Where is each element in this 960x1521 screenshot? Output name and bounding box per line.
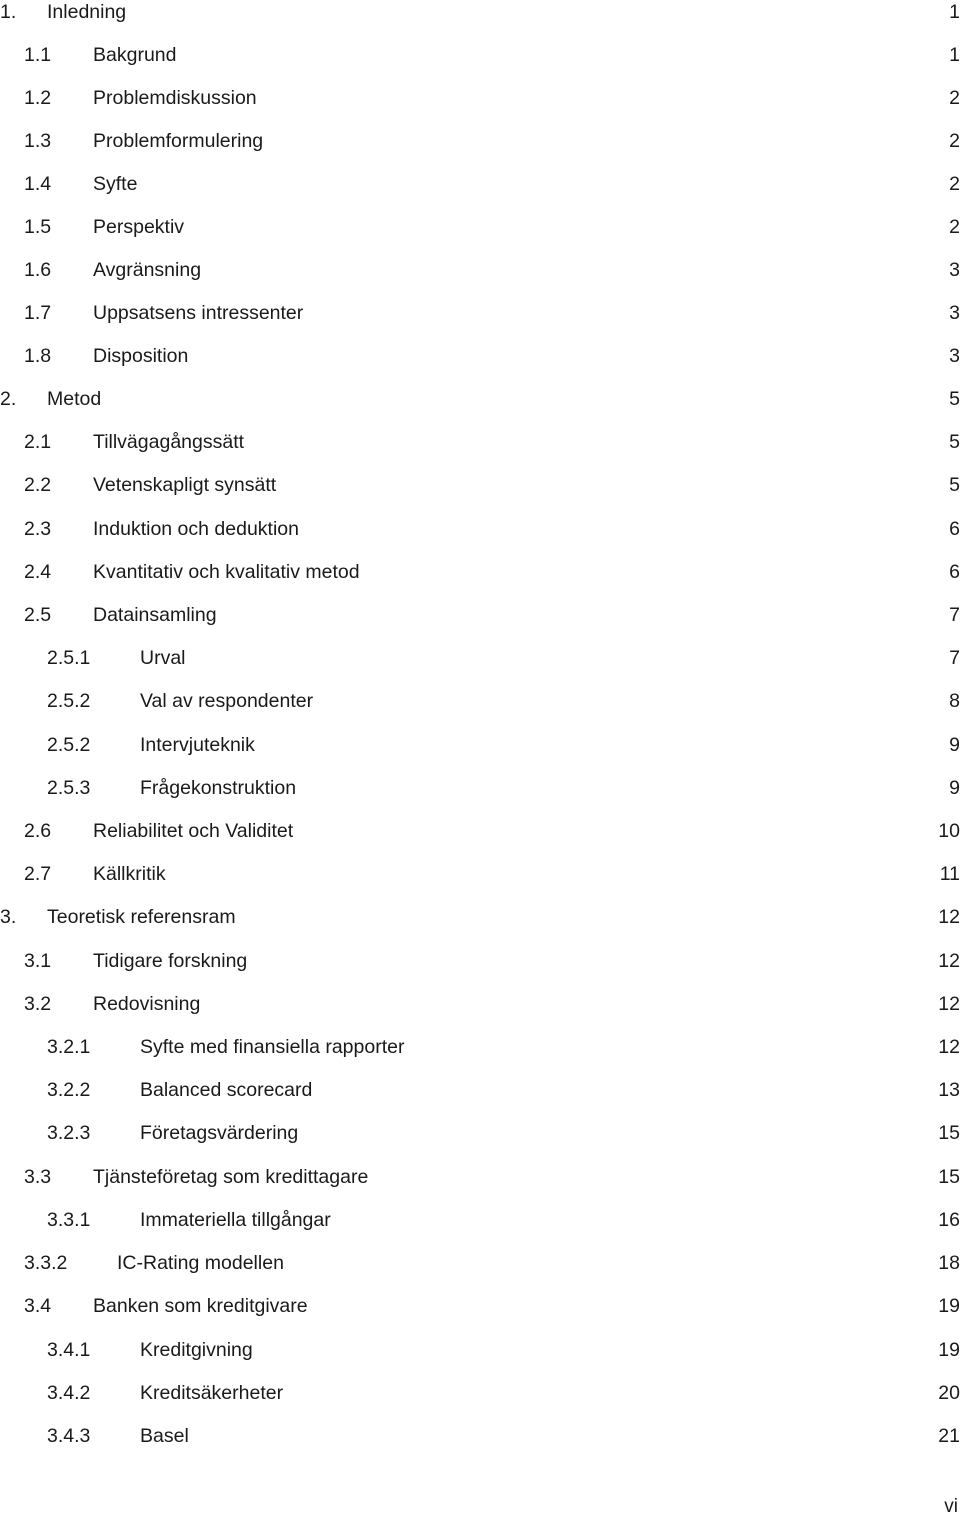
toc-entry-page: 6 bbox=[947, 514, 960, 544]
toc-entry-page: 9 bbox=[947, 773, 960, 803]
toc-entry-title: Urval bbox=[140, 643, 188, 673]
toc-entry-title: Kreditgivning bbox=[140, 1335, 255, 1365]
toc-entry-number: 3.3.2 bbox=[24, 1252, 68, 1274]
toc-entry-title: Problemformulering bbox=[93, 126, 265, 156]
toc-entry[interactable] bbox=[0, 816, 960, 846]
toc-entry[interactable] bbox=[0, 1335, 960, 1365]
toc-entry-number: 2. bbox=[0, 388, 17, 410]
toc-entry-page: 1 bbox=[947, 40, 960, 70]
toc-entry-title: Datainsamling bbox=[93, 600, 219, 630]
toc-entry[interactable] bbox=[0, 1032, 960, 1062]
toc-entry-page: 5 bbox=[947, 470, 960, 500]
toc-entry-page: 10 bbox=[936, 816, 960, 846]
toc-entry[interactable] bbox=[0, 1291, 960, 1321]
toc-entry-number: 2.5.2 bbox=[47, 690, 91, 712]
toc-entry[interactable] bbox=[0, 1421, 960, 1451]
toc-entry-page: 18 bbox=[936, 1248, 960, 1278]
toc-entry-title: Induktion och deduktion bbox=[93, 514, 301, 544]
toc-entry-title: Val av respondenter bbox=[140, 686, 315, 716]
toc-entry-number: 1. bbox=[0, 1, 17, 23]
toc-entry[interactable] bbox=[0, 126, 960, 156]
toc-entry-title: Banken som kreditgivare bbox=[93, 1291, 310, 1321]
toc-entry[interactable] bbox=[0, 212, 960, 242]
toc-entry-title: Intervjuteknik bbox=[140, 730, 257, 760]
toc-entry-page: 19 bbox=[936, 1335, 960, 1365]
toc-entry[interactable] bbox=[0, 946, 960, 976]
toc-entry-page: 3 bbox=[947, 341, 960, 371]
toc-entry[interactable] bbox=[0, 514, 960, 544]
toc-entry-page: 12 bbox=[936, 902, 960, 932]
toc-entry-number: 2.4 bbox=[24, 561, 52, 583]
toc-entry-number: 2.5.1 bbox=[47, 647, 91, 669]
toc-entry-number: 3.4.1 bbox=[47, 1339, 91, 1361]
toc-entry-page: 5 bbox=[947, 427, 960, 457]
toc-entry[interactable] bbox=[0, 773, 960, 803]
toc-entry[interactable] bbox=[0, 0, 960, 27]
toc-entry-page: 2 bbox=[947, 83, 960, 113]
toc-entry-title: Inledning bbox=[47, 0, 128, 27]
toc-entry[interactable] bbox=[0, 341, 960, 371]
toc-entry-number: 1.3 bbox=[24, 130, 52, 152]
toc-entry-page: 7 bbox=[947, 600, 960, 630]
toc-entry-title: Tjänsteföretag som kredittagare bbox=[93, 1162, 370, 1192]
toc-entry-page: 15 bbox=[936, 1162, 960, 1192]
toc-entry-page: 12 bbox=[936, 1032, 960, 1062]
toc-entry[interactable] bbox=[0, 643, 960, 673]
toc-entry-page: 3 bbox=[947, 255, 960, 285]
toc-entry-number: 1.1 bbox=[24, 44, 52, 66]
toc-entry-page: 9 bbox=[947, 730, 960, 760]
toc-entry-number: 2.2 bbox=[24, 474, 52, 496]
toc-entry-page: 20 bbox=[936, 1378, 960, 1408]
toc-entry-title: Syfte med finansiella rapporter bbox=[140, 1032, 406, 1062]
toc-entry-title: Vetenskapligt synsätt bbox=[93, 470, 278, 500]
toc-entry-number: 3.2 bbox=[24, 993, 52, 1015]
toc-entry-number: 3.4.2 bbox=[47, 1382, 91, 1404]
toc-entry[interactable] bbox=[0, 859, 960, 889]
toc-entry[interactable] bbox=[0, 1205, 960, 1235]
toc-entry-title: Företagsvärdering bbox=[140, 1118, 300, 1148]
toc-entry-title: Tillvägagångssätt bbox=[93, 427, 246, 457]
toc-entry[interactable] bbox=[0, 600, 960, 630]
toc-entry-number: 3.3.1 bbox=[47, 1209, 91, 1231]
toc-entry-number: 1.5 bbox=[24, 216, 52, 238]
toc-entry[interactable] bbox=[0, 255, 960, 285]
toc-entry-title: Immateriella tillgångar bbox=[140, 1205, 333, 1235]
toc-entry-page: 6 bbox=[947, 557, 960, 587]
toc-entry[interactable] bbox=[0, 686, 960, 716]
toc-entry-page: 2 bbox=[947, 212, 960, 242]
toc-entry[interactable] bbox=[0, 1378, 960, 1408]
toc-entry-title: Redovisning bbox=[93, 989, 202, 1019]
toc-entry-number: 2.5 bbox=[24, 604, 52, 626]
toc-entry-number: 2.6 bbox=[24, 820, 52, 842]
toc-entry[interactable] bbox=[0, 384, 960, 414]
toc-entry[interactable] bbox=[0, 902, 960, 932]
toc-entry-page: 12 bbox=[936, 989, 960, 1019]
toc-entry-page: 21 bbox=[936, 1421, 960, 1451]
toc-entry[interactable] bbox=[0, 989, 960, 1019]
toc-entry-page: 12 bbox=[936, 946, 960, 976]
toc-entry[interactable] bbox=[0, 169, 960, 199]
toc-entry-number: 2.5.3 bbox=[47, 777, 91, 799]
toc-entry-number: 3.2.3 bbox=[47, 1122, 91, 1144]
toc-entry-title: Frågekonstruktion bbox=[140, 773, 298, 803]
toc-entry-title: Basel bbox=[140, 1421, 191, 1451]
toc-entry-number: 3.4 bbox=[24, 1295, 52, 1317]
toc-entry-title: Perspektiv bbox=[93, 212, 186, 242]
toc-entry[interactable] bbox=[0, 1162, 960, 1192]
toc-entry-number: 3.2.2 bbox=[47, 1079, 91, 1101]
toc-entry-number: 1.7 bbox=[24, 302, 52, 324]
toc-entry-page: 2 bbox=[947, 126, 960, 156]
toc-entry-title: Balanced scorecard bbox=[140, 1075, 314, 1105]
toc-entry-title: Bakgrund bbox=[93, 40, 178, 70]
toc-entry-title: Tidigare forskning bbox=[93, 946, 249, 976]
toc-entry-title: Teoretisk referensram bbox=[47, 902, 238, 932]
toc-entry-title: Disposition bbox=[93, 341, 190, 371]
toc-entry-title: IC-Rating modellen bbox=[117, 1248, 286, 1278]
toc-entry-number: 3.2.1 bbox=[47, 1036, 91, 1058]
toc-entry-title: Kvantitativ och kvalitativ metod bbox=[93, 557, 362, 587]
toc-entry-number: 3.1 bbox=[24, 950, 52, 972]
toc-entry-page: 7 bbox=[947, 643, 960, 673]
toc-entry-page: 8 bbox=[947, 686, 960, 716]
toc-entry-title: Problemdiskussion bbox=[93, 83, 259, 113]
toc-entry-page: 1 bbox=[947, 0, 960, 27]
toc-entry[interactable] bbox=[0, 427, 960, 457]
toc-entry-title: Syfte bbox=[93, 169, 139, 199]
toc-entry-title: Kreditsäkerheter bbox=[140, 1378, 285, 1408]
toc-entry-title: Metod bbox=[47, 384, 103, 414]
toc-entry-title: Uppsatsens intressenter bbox=[93, 298, 305, 328]
toc-entry-page: 5 bbox=[947, 384, 960, 414]
toc-entry-number: 3.3 bbox=[24, 1166, 52, 1188]
toc-entry[interactable] bbox=[0, 1248, 960, 1278]
toc-entry-page: 11 bbox=[938, 859, 960, 889]
toc-entry[interactable] bbox=[0, 470, 960, 500]
toc-entry-number: 2.1 bbox=[24, 431, 52, 453]
toc-entry-number: 2.5.2 bbox=[47, 734, 91, 756]
toc-entry-number: 1.6 bbox=[24, 259, 52, 281]
toc-entry[interactable] bbox=[0, 730, 960, 760]
toc-entry[interactable] bbox=[0, 298, 960, 328]
toc-entry-number: 2.3 bbox=[24, 518, 52, 540]
toc-entry-page: 16 bbox=[936, 1205, 960, 1235]
toc-entry-number: 1.2 bbox=[24, 87, 52, 109]
footer-page-number: vi bbox=[944, 1496, 958, 1517]
toc-entry[interactable] bbox=[0, 1118, 960, 1148]
toc-entry-number: 2.7 bbox=[24, 863, 52, 885]
toc-entry[interactable] bbox=[0, 83, 960, 113]
toc-entry-title: Avgränsning bbox=[93, 255, 203, 285]
toc-entry-number: 1.8 bbox=[24, 345, 52, 367]
toc-entry-title: Källkritik bbox=[93, 859, 168, 889]
toc-entry[interactable] bbox=[0, 557, 960, 587]
toc-entry-number: 1.4 bbox=[24, 173, 52, 195]
toc-entry[interactable] bbox=[0, 1075, 960, 1105]
toc-entry[interactable] bbox=[0, 40, 960, 70]
toc-entry-page: 15 bbox=[936, 1118, 960, 1148]
toc-entry-page: 13 bbox=[936, 1075, 960, 1105]
toc-entry-number: 3. bbox=[0, 906, 17, 928]
toc-entry-number: 3.4.3 bbox=[47, 1425, 91, 1447]
toc-entry-page: 19 bbox=[936, 1291, 960, 1321]
toc-entry-page: 2 bbox=[947, 169, 960, 199]
toc-entry-page: 3 bbox=[947, 298, 960, 328]
toc-entry-title: Reliabilitet och Validitet bbox=[93, 816, 295, 846]
